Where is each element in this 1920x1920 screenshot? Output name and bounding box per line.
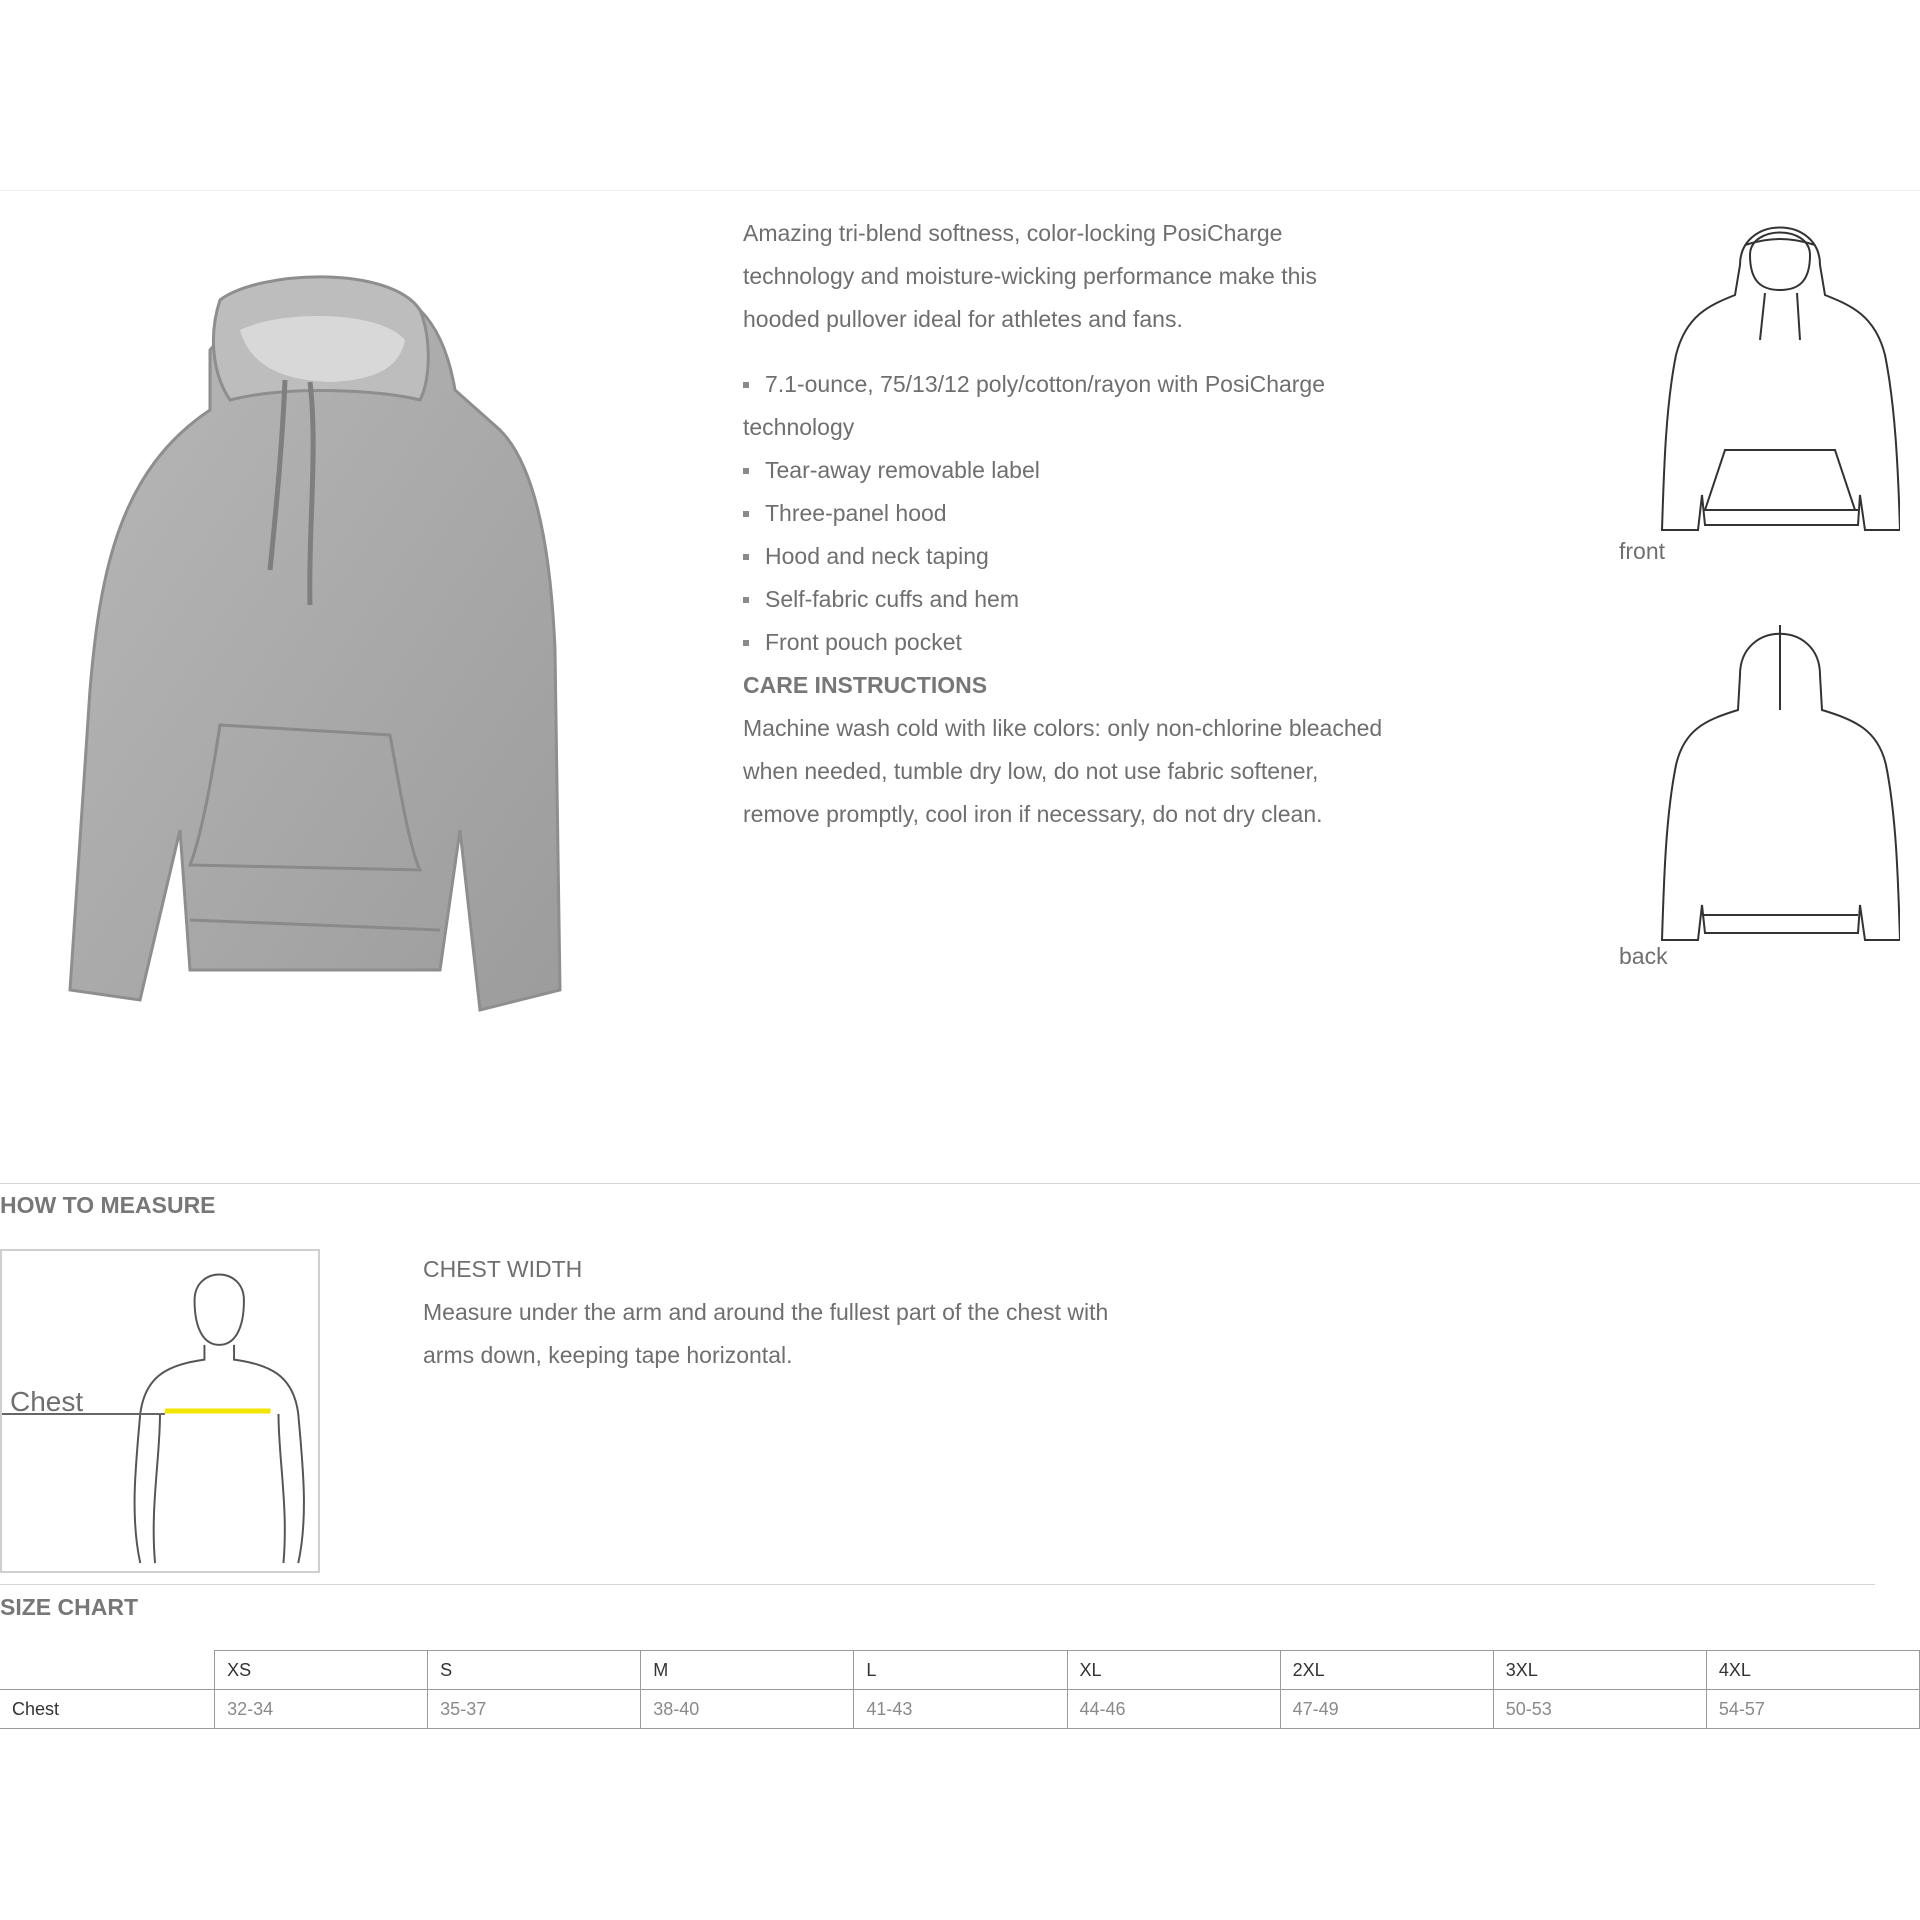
measure-instructions bbox=[423, 1248, 1123, 1377]
care-instructions-text: Machine wash cold with like colors: only non-chlorine bleached when needed, tumble dry low, do not use fabric softener, remove promptly, cool iron if necessary, do not dry clean. bbox=[743, 715, 1383, 827]
size-header: L bbox=[854, 1651, 1067, 1690]
feature-item: 7.1-ounce, 75/13/12 poly/cotton/rayon with PosiCharge technology bbox=[743, 363, 1383, 449]
chest-value: 35-37 bbox=[428, 1690, 641, 1729]
hoodie-image bbox=[60, 270, 580, 1060]
table-row bbox=[0, 1690, 1920, 1729]
size-divider bbox=[0, 1584, 1875, 1585]
size-header: M bbox=[641, 1651, 854, 1690]
how-to-measure-title: HOW TO MEASURE bbox=[0, 1192, 216, 1218]
size-corner-cell bbox=[0, 1651, 215, 1690]
feature-item: Tear-away removable label bbox=[743, 449, 1383, 492]
feature-item: Three-panel hood bbox=[743, 492, 1383, 535]
measure-heading: CHEST WIDTH bbox=[423, 1256, 583, 1282]
chest-value: 32-34 bbox=[215, 1690, 428, 1729]
feature-list bbox=[743, 363, 1383, 664]
back-flat-sketch bbox=[1660, 615, 1900, 945]
size-header: XL bbox=[1067, 1651, 1280, 1690]
chest-figure-label: Chest bbox=[10, 1386, 84, 1417]
chest-value: 44-46 bbox=[1067, 1690, 1280, 1729]
chest-value: 41-43 bbox=[854, 1690, 1067, 1729]
front-flat-sketch bbox=[1660, 205, 1900, 535]
chest-value: 50-53 bbox=[1493, 1690, 1706, 1729]
size-header: 2XL bbox=[1280, 1651, 1493, 1690]
description-text: Amazing tri-blend softness, color-locking PosiCharge technology and moisture-wicking performance make this hooded pullover ideal for athletes and fans. bbox=[743, 220, 1317, 332]
chest-value: 54-57 bbox=[1706, 1690, 1919, 1729]
chest-value: 47-49 bbox=[1280, 1690, 1493, 1729]
size-header: S bbox=[428, 1651, 641, 1690]
feature-item: Hood and neck taping bbox=[743, 535, 1383, 578]
size-header-row bbox=[0, 1651, 1920, 1690]
chest-row-label: Chest bbox=[0, 1690, 215, 1729]
size-chart-title: SIZE CHART bbox=[0, 1594, 138, 1620]
size-header: 3XL bbox=[1493, 1651, 1706, 1690]
feature-item: Self-fabric cuffs and hem bbox=[743, 578, 1383, 621]
measure-text: Measure under the arm and around the fullest part of the chest with arms down, keeping tape horizontal. bbox=[423, 1299, 1109, 1368]
back-label: back bbox=[1619, 943, 1668, 969]
measure-divider bbox=[0, 1183, 1920, 1184]
front-label: front bbox=[1619, 538, 1666, 564]
size-header: XS bbox=[215, 1651, 428, 1690]
product-photo bbox=[60, 270, 580, 1060]
product-description bbox=[743, 212, 1383, 836]
chest-value: 38-40 bbox=[641, 1690, 854, 1729]
care-instructions-title: CARE INSTRUCTIONS bbox=[743, 672, 988, 698]
top-divider bbox=[0, 190, 1920, 191]
size-chart-table bbox=[0, 1650, 1920, 1729]
feature-item: Front pouch pocket bbox=[743, 621, 1383, 664]
size-header: 4XL bbox=[1706, 1651, 1919, 1690]
